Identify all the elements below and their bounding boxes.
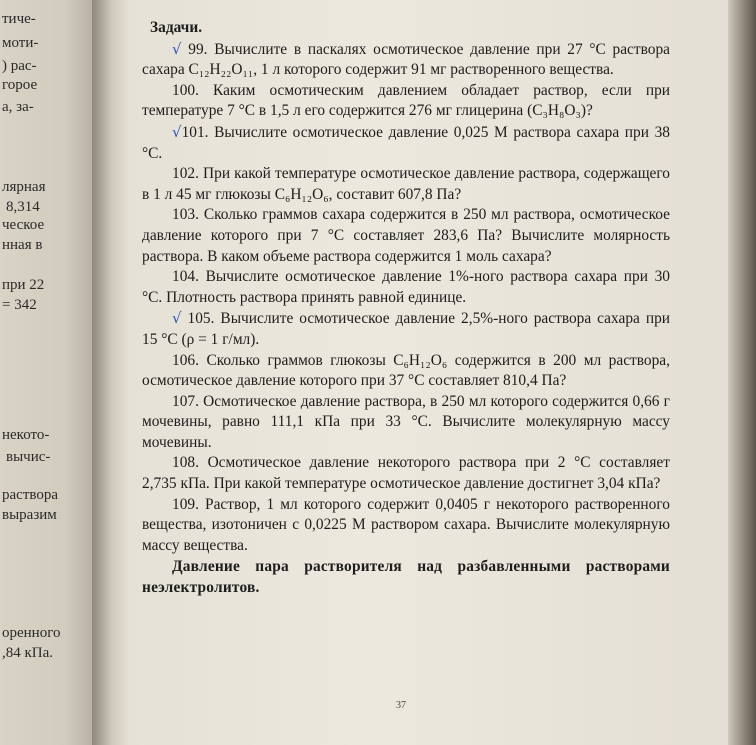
problems-text — [142, 18, 670, 599]
left-page-fragment: 8,314 — [6, 199, 40, 215]
problem-99 — [142, 39, 670, 81]
problem-text: 101. Вычислите осмотическое давление 0,025 М раствора сахара при 38 °С. — [142, 123, 670, 162]
problem-text: 105. Вычислите осмотическое давление 2,5%-ного раствора сахара при 15 °С (ρ = 1 г/мл). — [142, 310, 670, 348]
right-page — [128, 0, 728, 745]
left-page-fragment: ) рас- — [2, 58, 37, 74]
left-page — [0, 0, 92, 745]
problem-text: 103. Сколько граммов сахара содержится в 250 мл раствора, осмотическое давление которого при 7 °С составляет 283,6 Па? Вычислите молярность раствора. В каком объеме раствора содержится 1 моль сахара? — [142, 206, 670, 265]
problem-text: 106. Сколько граммов глюкозы C₆H₁₂O₆ содержится в 200 мл раствора, осмотическое давление которого при 37 °С составляет 810,4 Па? — [142, 351, 670, 390]
left-page-fragment: вычис- — [6, 449, 51, 465]
problem-104 — [142, 267, 670, 308]
left-page-fragment: = 342 — [2, 297, 37, 313]
left-page-fragment: тиче- — [2, 11, 36, 27]
left-page-fragment: ,84 кПа. — [2, 645, 54, 661]
left-page-fragment: ческое — [2, 217, 45, 233]
problem-106 — [142, 351, 670, 392]
left-page-fragment: горое — [2, 77, 38, 93]
problem-text: 108. Осмотическое давление некоторого раствора при 2 °С составляет 2,735 кПа. При какой температуре осмотическое давление достигнет 3,04 кПа? — [142, 454, 670, 493]
problem-text: 107. Осмотическое давление раствора, в 250 мл которого содержится 0,66 г мочевины, равно 111,1 кПа при 33 °С. Вычислите молекулярную массу мочевины. — [142, 392, 670, 451]
problem-text: 104. Вычислите осмотическое давление 1%-ного раствора сахара при 30 °С. Плотность раствора принять равной единице. — [142, 268, 670, 306]
check-mark-icon: √ — [172, 309, 182, 328]
left-page-fragment: оренного — [2, 625, 61, 641]
left-page-fragment: а, за- — [2, 99, 34, 115]
problem-text: 102. При какой температуре осмотическое давление раствора, содержащего в 1 л 45 мг глюкозы C₆H₁₂O₆, составит 607,8 Па? — [142, 165, 670, 203]
check-mark-icon: √ — [172, 122, 182, 141]
problem-text: 99. Вычислите в паскалях осмотическое давление при 27 °С раствора сахара C₁₂H₂₂O₁₁, 1 л которого содержит 91 мг растворенного вещества. — [142, 40, 670, 79]
book-gutter — [92, 0, 128, 745]
left-page-fragment: нная в — [2, 237, 43, 253]
left-page-fragment: раствора — [2, 487, 59, 503]
problem-107 — [142, 392, 670, 454]
problem-108 — [142, 453, 670, 494]
left-page-fragment: лярная — [2, 179, 46, 195]
left-page-fragment: при 22 — [2, 277, 45, 293]
problem-101 — [142, 122, 670, 164]
problem-text: 109. Раствор, 1 мл которого содержит 0,0405 г некоторого растворенного вещества, изотоничен с 0,0225 М раствором сахара. Вычислите молекулярную массу вещества. — [142, 495, 670, 554]
page-edge — [728, 0, 756, 745]
subsection-title: Давление пара растворителя над разбавленными растворами неэлектролитов. — [142, 558, 670, 597]
left-page-fragment: выразим — [2, 507, 57, 523]
check-mark-icon: √ — [172, 39, 182, 58]
problem-103 — [142, 205, 670, 267]
problem-text: 100. Каким осмотическим давлением обладает раствор, если при температуре 7 °С в 1,5 л его содержится 276 мг глицерина (C₃H₈O₃)? — [142, 81, 670, 120]
page-number: 37 — [396, 700, 406, 711]
problem-100 — [142, 81, 670, 122]
problem-109 — [142, 495, 670, 557]
section-heading: Задачи. — [150, 19, 203, 36]
left-page-fragment: моти- — [2, 35, 39, 51]
problem-102 — [142, 164, 670, 205]
problem-105 — [142, 308, 670, 350]
left-page-fragment: некото- — [2, 427, 50, 443]
